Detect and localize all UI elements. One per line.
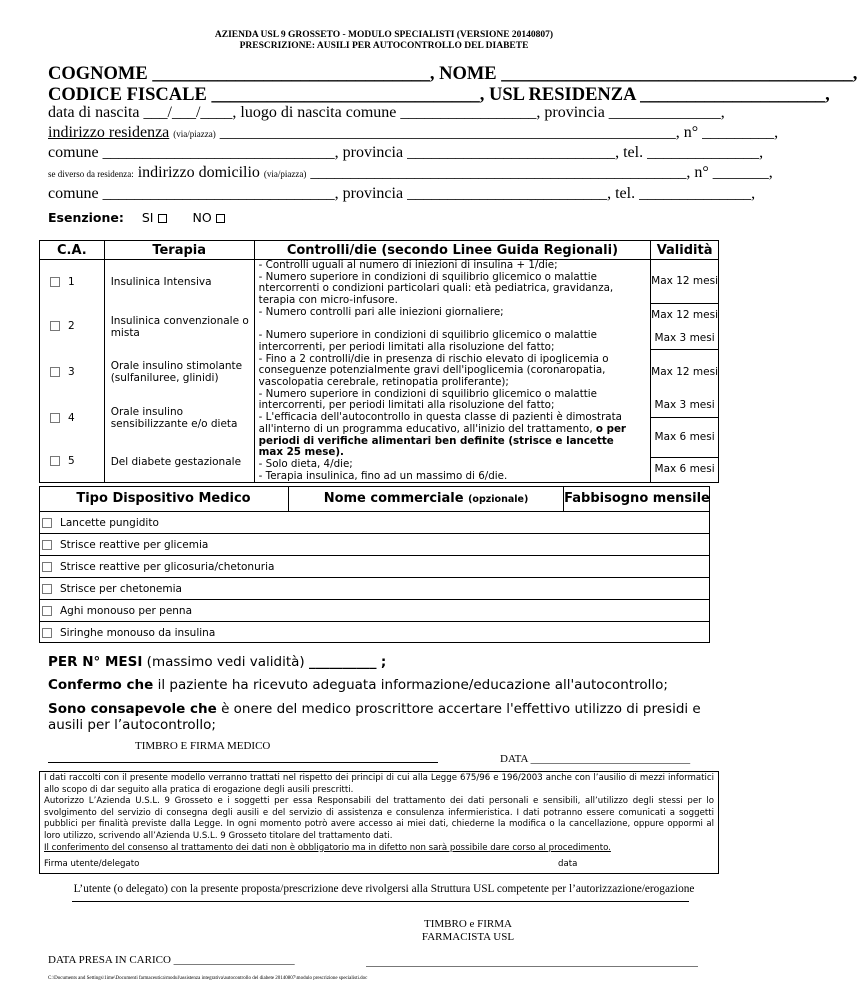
file-path: C:\Documents and Settings\1ime\Documenti farmaceutica\modul\assistenza integrativa\autocontrollo del diabete 20140807\modulo prescrizione specialisti.doc [48,976,368,981]
ca-row-5[interactable] [40,441,104,482]
footer-divider [72,901,689,902]
ca-cell [40,260,105,483]
devices-header-nome-label: Nome commerciale [323,491,464,506]
per-mesi-row: PER N° MESI (massimo vedi validità) __________ ; [48,654,387,670]
firma-farmacista-line[interactable] [366,966,698,967]
device-checkbox[interactable] [42,540,52,550]
esenzione-no-checkbox[interactable] [216,214,225,223]
row-codice-fiscale: CODICE FISCALE _____________________________, USL RESIDENZA ____________________, [48,85,830,105]
label-cognome: COGNOME [48,64,148,84]
data-presa-label: DATA PRESA IN CARICO [48,954,171,966]
row-comune-domicilio: comune _____________________________, provincia _________________________, tel. ______________, [48,185,756,202]
timbro-farm-1: TIMBRO e FIRMA [423,918,512,930]
controls-line: - Numero superiore in condizioni di squilibrio glicemico o malattie [258,270,597,283]
terapia-3: Orale insulino stimolante (sulfaniluree, glinidi) [110,360,243,384]
controls-line: terapia con micro-infusore. [258,294,398,307]
validita-3: Max 3 mesi [651,328,718,350]
per-mesi-text: (massimo vedi validità) [146,654,305,670]
therapy-table [39,240,719,483]
timbro-farm-2: FARMACISTA USL [421,931,515,943]
label-indirizzo-residenza: indirizzo residenza [48,124,170,141]
header-line1: AZIENDA USL 9 GROSSETO - MODULO SPECIALISTI (VERSIONE 20140807) [214,30,554,40]
terapia-cell [104,260,254,483]
validita-1: Max 12 mesi [651,260,718,304]
controls-line: intercorrenti, per periodi limitati alla risoluzione del fatto; [258,340,555,353]
confermo-row [48,677,728,693]
controls-line [259,424,647,436]
label-tel: tel. [623,144,644,161]
ca-checkbox-3[interactable] [50,367,60,377]
device-checkbox[interactable] [42,628,52,638]
device-checkbox[interactable] [42,584,52,594]
ca-row-2[interactable] [40,304,104,349]
ca-number: 4 [68,412,75,424]
esenzione-row: Esenzione: SI NO [48,210,225,225]
device-row[interactable] [39,512,710,534]
privacy-p3: Il conferimento del consenso al trattamento dei dati non è obbligatorio ma in difetto non sarà possibile dare corso al procedimento. [44,842,611,853]
device-checkbox[interactable] [42,562,52,572]
row-data-nascita: data di nascita ___/___/____, luogo di nascita comune _________________, provincia ______________, [48,104,725,121]
ca-checkbox-5[interactable] [50,456,60,466]
esenzione-si-checkbox[interactable] [158,214,167,223]
therapy-table-header [40,241,719,260]
ca-checkbox-2[interactable] [50,321,60,331]
label-numero: n° [683,124,699,141]
timbro-firma-medico: TIMBRO E FIRMA MEDICO [135,740,271,752]
controls-line: - Numero superiore in condizioni di squilibrio glicemico o malattie [258,387,597,400]
data-presa-carico: DATA PRESA IN CARICO ______________________ [48,954,295,966]
label-comune-2: comune [48,185,99,202]
device-row[interactable] [39,622,710,644]
label-provincia-2: provincia [342,144,404,161]
privacy-p2: Autorizzo L’Azienda U.S.L. 9 Grosseto e i soggetti per essa Responsabili del trattamento dei dati personali e sensibili, all’utilizzo degli stessi per lo svolgimento del servizio di consegna degli ausili e del servizio di assistenza e consulenza infermieristica. I dati potranno essere comunicati a soggetti pubblici per finalità previste dalla Legge. In ogni momento potrò avere accesso ai miei dati, chiederne la modifica o la cancellazione, oppure oppormi al loro utilizzo, scrivendo all’Azienda U.S.L. 9 Grosseto titolare del trattamento dati. [44,796,714,841]
devices-header-nome [289,486,564,511]
footer-utente: L’utente (o delegato) con la presente proposta/prescrizione deve rivolgersi alla Struttura USL competente per l’autorizzazione/erogazione [73,883,695,895]
devices-header-nome-opt: (opzionale) [468,494,529,505]
col-controlli: Controlli/die (secondo Linee Guida Regionali) [254,241,651,260]
label-data-nascita: data di nascita [48,104,140,121]
ca-number: 1 [68,276,75,288]
device-row[interactable] [39,534,710,556]
label-se-diverso: se diverso da residenza: [48,169,134,179]
controls-line: ntercorrenti o condizioni particolari quali: età pediatrica, gravidanza, [258,282,614,295]
device-label: Strisce per chetonemia [60,583,182,595]
row-indirizzo-residenza: indirizzo residenza (via/piazza) _________________________________________________________, n° _________, [48,124,779,141]
terapia-2: Insulinica convenzionale o mista [110,314,249,339]
per-mesi-end: ; [380,654,387,670]
device-row[interactable] [39,578,710,600]
terapia-1: Insulinica Intensiva [110,276,212,288]
row-indirizzo-domicilio: se diverso da residenza: indirizzo domicilio (via/piazza) _______________________________________________, n° _______, [48,164,773,181]
col-validita: Validità [651,241,719,260]
device-label: Strisce reattive per glicemia [60,539,209,551]
label-tel-2: tel. [615,185,636,202]
controls-bold: o per [595,422,627,435]
controls-line: - Numero controlli pari alle iniezioni giornaliere; [258,305,504,318]
data-medico: DATA _____________________________ [500,753,691,765]
consapevole-row [48,701,728,733]
controls-line: - Fino a 2 controlli/die in presenza di rischio elevato di ipoglicemia o [258,352,609,365]
device-checkbox[interactable] [42,518,52,528]
consapevole-text: è onere del medico proscrittore accertare l'effettivo utilizzo di presidi e ausili per l’autocontrollo; [48,701,701,733]
privacy-box [39,771,719,874]
terapia-4: Orale insulino sensibilizzante e/o dieta [110,406,238,430]
esenzione-si-label: SI [141,210,154,225]
ca-row-1[interactable] [40,260,104,304]
label-luogo-nascita: luogo di nascita comune [240,104,397,121]
privacy-data: data [558,859,578,869]
firma-utente: Firma utente/delegato [44,859,140,869]
terapia-5: Del diabete gestazionale [110,455,242,468]
label-numero-2: n° [694,164,709,181]
consapevole-label: Sono consapevole che [48,701,217,717]
device-checkbox[interactable] [42,606,52,616]
devices-header-tipo: Tipo Dispositivo Medico [39,486,289,511]
controls-line-bold: periodi di verifiche alimentari ben definite (strisce e lancette [258,434,614,447]
controls-line: intercorrenti, per periodi limitati alla risoluzione del fatto; [258,399,555,412]
controls-line: - Controlli uguali al numero di iniezioni di insulina + 1/die; [258,259,558,271]
confermo-text: il paziente ha ricevuto adeguata informazione/educazione all'autocontrollo; [157,677,668,693]
devices-header [39,486,710,512]
device-label: Strisce reattive per glicosuria/chetonuria [60,561,275,573]
validita-5: Max 3 mesi [651,395,718,418]
controls-line: conseguenze potenzialmente gravi dell'ipoglicemia (coronaropatia, [258,364,606,377]
label-usl-residenza: USL RESIDENZA [488,85,636,105]
validita-cell [651,260,719,483]
device-label: Lancette pungidito [60,517,159,529]
label-via-piazza: (via/piazza) [173,129,216,139]
ca-row-4[interactable] [40,395,104,441]
validita-2: Max 12 mesi [651,309,718,322]
esenzione-no-label: NO [192,210,212,225]
row-comune-residenza: comune _____________________________, provincia __________________________, tel. ______________, [48,144,764,161]
controls-line: vascolopatia cerebrale, retinopatia proliferante); [258,376,509,389]
privacy-p1: I dati raccolti con il presente modello verranno trattati nel rispetto dei principi di cui alla Legge 675/96 e 196/2003 anche con l’ausilio di mezzi informatici allo scopo di dar seguito alla pratica di erogazione degli ausili prescritti. [44,773,714,795]
data-label: DATA [500,753,528,765]
device-label: Aghi monouso per penna [60,605,193,617]
controls-line: - Solo dieta, 4/die; [258,457,353,470]
per-mesi-label: PER N° MESI [48,654,143,670]
controls-line: - Terapia insulinica, fino ad un massimo di 6/die. [258,469,508,482]
controls-text: all'interno di un programma educativo, all'inizio del trattamento, [258,422,593,435]
confermo-label: Confermo che [48,677,154,693]
label-provincia-3: provincia [342,185,404,202]
label-provincia: provincia [544,104,605,121]
controls-line-bold: max 25 mese). [258,446,344,459]
device-row[interactable] [39,600,710,622]
controls-line: - L'efficacia dell'autocontrollo in questa classe di pazienti è dimostrata [258,411,622,424]
ca-number: 5 [68,455,75,467]
device-label: Siringhe monouso da insulina [60,627,216,639]
label-codice-fiscale: CODICE FISCALE [48,85,207,105]
ca-number: 2 [68,320,75,332]
therapy-table-body [40,260,719,483]
label-comune: comune [48,144,99,161]
validita-6: Max 6 mesi [651,418,718,458]
ca-number: 3 [68,366,75,378]
header-line2: PRESCRIZIONE: AUSILI PER AUTOCONTROLLO DEL DIABETE [239,41,529,51]
label-nome: NOME [439,64,497,84]
timbro-farmacista [408,918,528,944]
ca-checkbox-1[interactable] [50,277,60,287]
label-indirizzo-domicilio: indirizzo domicilio [137,164,260,181]
device-row[interactable] [39,556,710,578]
devices-header-fabbisogno: Fabbisogno mensile [564,491,710,506]
col-terapia: Terapia [104,241,254,260]
ca-row-3[interactable] [40,349,104,395]
label-via-piazza-2: (via/piazza) [263,169,307,179]
controlli-cell [254,260,651,483]
controls-line: - Numero superiore in condizioni di squilibrio glicemico o malattie [258,329,597,342]
validita-4: Max 12 mesi [651,365,718,378]
esenzione-label: Esenzione [48,210,119,225]
col-ca: C.A. [40,241,105,260]
firma-medico-line[interactable] [48,762,438,763]
row-cognome-nome: COGNOME ______________________________, NOME ______________________________________, [48,64,857,84]
validita-7: Max 6 mesi [654,463,715,476]
ca-checkbox-4[interactable] [50,413,60,423]
